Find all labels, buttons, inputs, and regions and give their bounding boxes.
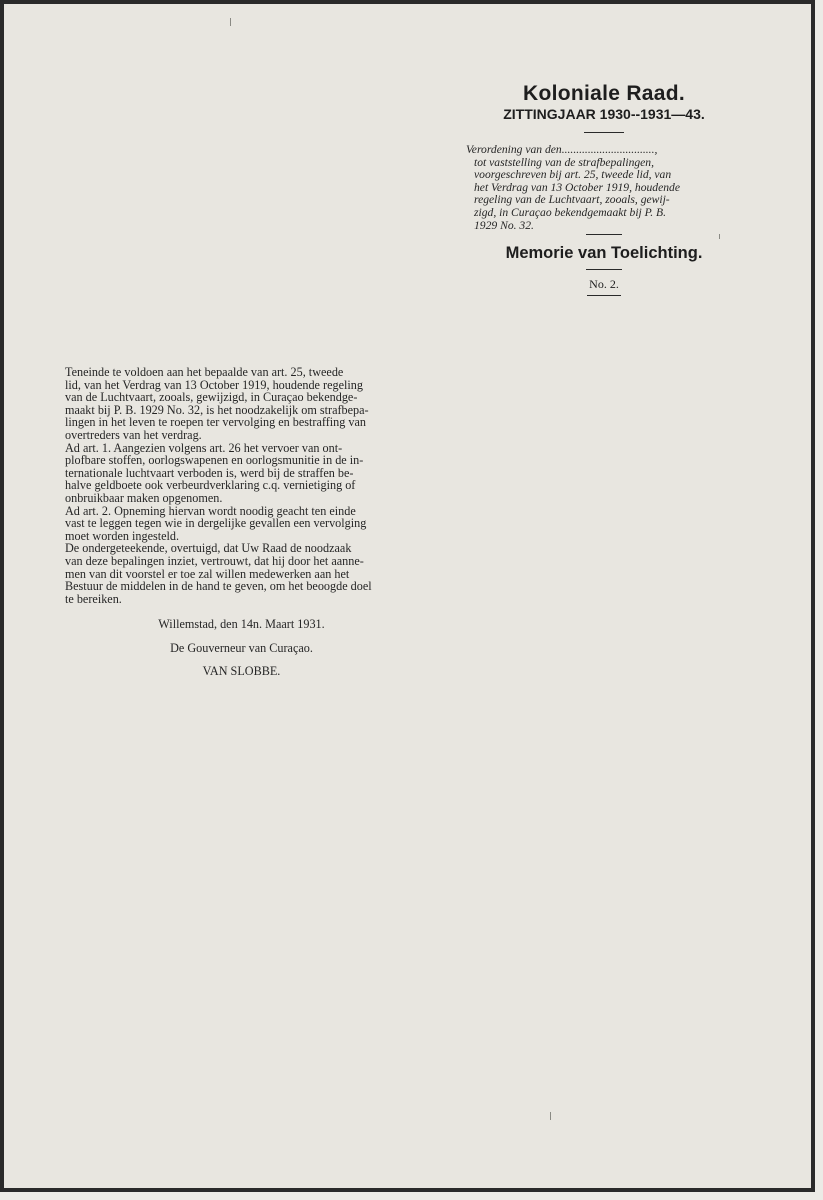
subject-description xyxy=(466,144,718,232)
subject-line: 1929 No. 32. xyxy=(474,218,534,232)
explanatory-text xyxy=(65,366,418,605)
body-line: moet worden ingesteld. xyxy=(65,528,180,543)
session-year: ZITTINGJAAR 1930--1931—43. xyxy=(503,106,705,122)
memorie-title: Memorie van Toelichting. xyxy=(505,244,703,262)
body-line: overtreders van het verdrag. xyxy=(65,427,202,442)
subject-line: het Verdrag van 13 October 1919, houdende xyxy=(474,180,680,194)
subject-line: voorgeschreven bij art. 25, tweede lid, van xyxy=(474,168,672,182)
body-line: ternationale luchtvaart verboden is, werd bij de straffen be- xyxy=(65,465,354,480)
subject-line: regeling van de Luchtvaart, zooals, gewij- xyxy=(474,193,670,207)
body-line: Ad art. 2. Opneming hiervan wordt noodig geacht ten einde xyxy=(65,503,356,518)
subject-line: tot vaststelling van de strafbepalingen, xyxy=(474,155,655,169)
body-line: men van dit voorstel er toe zal willen medewerken aan het xyxy=(65,566,350,581)
divider xyxy=(586,269,622,270)
body-line: plofbare stoffen, oorlogswapenen en oorlogsmunitie in de in- xyxy=(65,453,364,468)
body-line: van de Luchtvaart, zooals, gewijzigd, in Curaçao bekendge- xyxy=(65,390,358,405)
body-line: maakt bij P. B. 1929 No. 32, is het noodzakelijk om strafbepa- xyxy=(65,402,369,417)
divider xyxy=(584,132,624,133)
memorie-number: No. 2. xyxy=(589,277,619,291)
body-line: lingen in het leven te roepen ter vervolging en bestraffing van xyxy=(65,415,366,430)
body-line: te bereiken. xyxy=(65,591,122,606)
signatory-name: VAN SLOBBE. xyxy=(202,664,281,678)
divider xyxy=(586,234,622,235)
body-line: Bestuur de middelen in de hand te geven, om het beoogde doel xyxy=(65,579,372,594)
header-block xyxy=(459,82,749,133)
body-line: Teneinde te voldoen aan het bepaalde van art. 25, tweede xyxy=(65,365,344,379)
body-line: Ad art. 1. Aangezien volgens art. 26 het vervoer van ont- xyxy=(65,440,343,455)
paper-speck xyxy=(719,234,720,239)
body-line: vast te leggen tegen wie in dergelijke gevallen een vervolging xyxy=(65,516,367,531)
subject-line: Verordening van den................................, xyxy=(466,143,658,156)
body-line: De ondergeteekende, overtuigd, dat Uw Raad de noodzaak xyxy=(65,541,352,556)
council-title: Koloniale Raad. xyxy=(522,82,686,105)
paper-speck xyxy=(550,1112,551,1120)
paper-speck xyxy=(230,18,231,26)
governor-role: De Gouverneur van Curaçao. xyxy=(170,641,313,655)
body-line: onbruikbaar maken opgenomen. xyxy=(65,490,223,505)
subject-line: zigd, in Curaçao bekendgemaakt bij P. B. xyxy=(474,205,667,219)
memorie-block xyxy=(459,234,749,296)
place-date: Willemstad, den 14n. Maart 1931. xyxy=(158,617,325,631)
divider xyxy=(587,295,621,296)
body-line: lid, van het Verdrag van 13 October 1919, houdende regeling xyxy=(65,377,363,392)
body-line: halve geldboete ook verbeurdverklaring c.q. vernietiging of xyxy=(65,478,356,493)
body-line: van deze bepalingen inziet, vertrouwt, dat hij door het aanne- xyxy=(65,553,364,568)
